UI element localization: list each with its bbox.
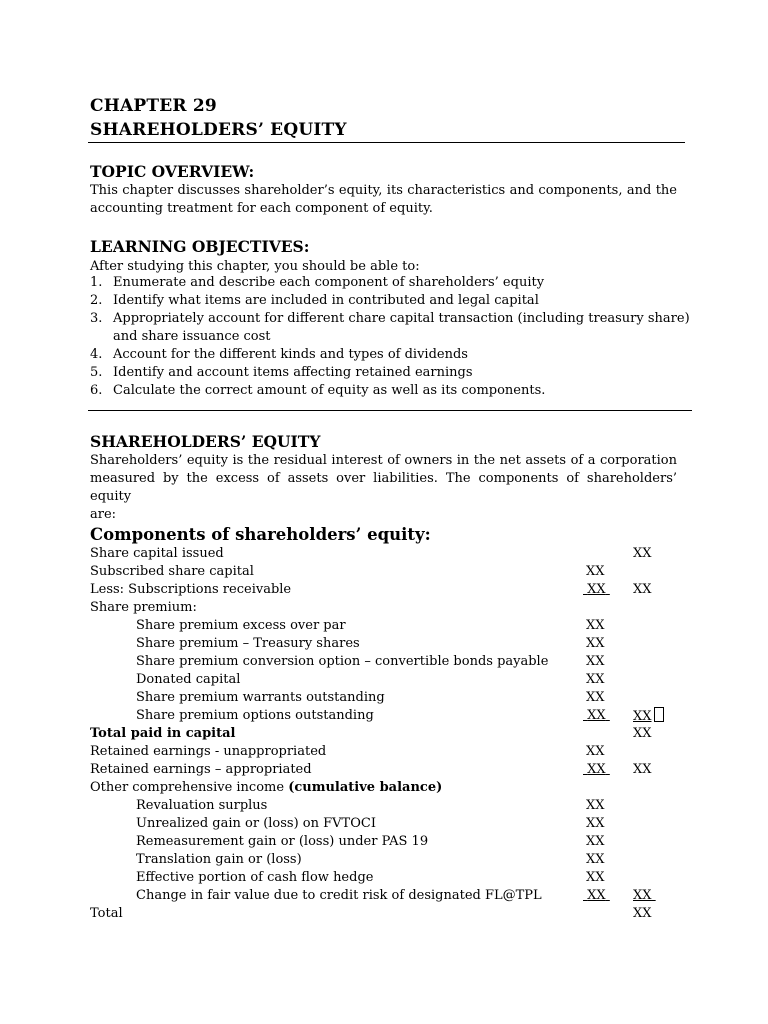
placeholder-box-icon	[654, 707, 664, 722]
section-divider	[88, 410, 692, 411]
row-label: Share capital issued	[90, 546, 224, 561]
row-label: Share premium:	[90, 600, 197, 615]
row-total-value: XX	[633, 726, 652, 741]
row-total-value: XX	[633, 762, 652, 777]
list-item-number: 3.	[90, 311, 103, 326]
row-label: Unrealized gain or (loss) on FVTOCI	[136, 816, 376, 831]
table-row	[0, 671, 768, 689]
row-detail-value: XX	[587, 762, 606, 777]
row-label: Change in fair value due to credit risk of designated FL@TPL	[136, 888, 542, 903]
topic-overview-line: This chapter discusses shareholder’s equity, its characteristics and components, and the	[90, 183, 677, 198]
table-row	[0, 743, 768, 761]
list-item	[90, 274, 690, 292]
table-row	[0, 563, 768, 581]
row-label: Donated capital	[136, 672, 241, 687]
row-label: Share premium excess over par	[136, 618, 346, 633]
table-row	[0, 599, 768, 617]
row-label: Total	[90, 906, 123, 921]
row-detail-value: XX	[587, 582, 606, 597]
table-row	[0, 815, 768, 833]
list-item-text: Calculate the correct amount of equity as well as its components.	[113, 383, 546, 398]
row-detail-value: XX	[586, 798, 605, 813]
table-row	[0, 635, 768, 653]
topic-overview-text	[90, 182, 677, 218]
shareholders-equity-line: measured by the excess of assets over liabilities. The components of shareholders’ equity	[90, 471, 677, 504]
table-row	[0, 653, 768, 671]
row-label: Share premium conversion option – convertible bonds payable	[136, 654, 549, 669]
row-label: Retained earnings – appropriated	[90, 762, 312, 777]
row-detail-value: XX	[586, 816, 605, 831]
row-label: Subscribed share capital	[90, 564, 254, 579]
list-item	[90, 310, 690, 346]
list-item-number: 6.	[90, 383, 103, 398]
row-label: Less: Subscriptions receivable	[90, 582, 292, 597]
list-item-text: Appropriately account for different chare capital transaction (including treasury share)	[113, 311, 690, 326]
table-row	[0, 725, 768, 743]
list-item-text: Account for the different kinds and types of dividends	[113, 347, 468, 362]
list-item-text: Identify what items are included in contributed and legal capital	[113, 293, 539, 308]
row-total-value: XX	[633, 888, 652, 903]
row-label-emphasis: (cumulative balance)	[288, 780, 443, 795]
list-item	[90, 292, 690, 310]
row-label: Effective portion of cash flow hedge	[136, 870, 374, 885]
list-item-text-continued: and share issuance cost	[113, 329, 271, 344]
row-detail-value: XX	[586, 690, 605, 705]
list-item	[90, 364, 690, 382]
list-item	[90, 346, 690, 364]
row-total-value: XX	[633, 582, 652, 597]
learning-objectives-intro: After studying this chapter, you should be able to:	[90, 259, 420, 274]
topic-overview-heading: TOPIC OVERVIEW:	[90, 162, 255, 181]
row-label: Revaluation surplus	[136, 798, 268, 813]
table-row	[0, 581, 768, 599]
row-label: Retained earnings - unappropriated	[90, 744, 327, 759]
shareholders-equity-line: are:	[90, 507, 117, 522]
row-label: Share premium warrants outstanding	[136, 690, 385, 705]
row-label: Share premium options outstanding	[136, 708, 374, 723]
table-row	[0, 905, 768, 923]
row-detail-value: XX	[587, 708, 606, 723]
row-detail-value: XX	[586, 618, 605, 633]
row-label: Other comprehensive income	[90, 780, 285, 795]
table-row	[0, 707, 768, 725]
list-item-number: 1.	[90, 275, 103, 290]
row-detail-value: XX	[586, 654, 605, 669]
row-detail-value: XX	[586, 744, 605, 759]
row-detail-value: XX	[587, 888, 606, 903]
table-row	[0, 761, 768, 779]
table-row	[0, 689, 768, 707]
components-heading: Components of shareholders’ equity:	[90, 525, 431, 544]
list-item-text: Enumerate and describe each component of shareholders’ equity	[113, 275, 545, 290]
row-total-value: XX	[633, 546, 652, 561]
row-detail-value: XX	[586, 852, 605, 867]
title-divider	[88, 142, 685, 143]
table-row	[0, 833, 768, 851]
row-label: Remeasurement gain or (loss) under PAS 19	[136, 834, 429, 849]
topic-overview-line: accounting treatment for each component of equity.	[90, 201, 433, 216]
row-detail-value: XX	[586, 564, 605, 579]
row-detail-value: XX	[586, 636, 605, 651]
list-item	[90, 382, 690, 400]
list-item-number: 5.	[90, 365, 103, 380]
table-row	[0, 851, 768, 869]
chapter-number: CHAPTER 29	[90, 96, 217, 116]
table-row	[0, 545, 768, 563]
shareholders-equity-line: Shareholders’ equity is the residual interest of owners in the net assets of a corporation	[90, 453, 677, 468]
table-row	[0, 779, 768, 797]
table-row	[0, 617, 768, 635]
list-item-number: 4.	[90, 347, 103, 362]
row-label: Share premium – Treasury shares	[136, 636, 360, 651]
row-detail-value: XX	[586, 834, 605, 849]
row-label: Total paid in capital	[90, 726, 236, 741]
chapter-title: SHAREHOLDERS’ EQUITY	[90, 120, 347, 140]
row-total-value: XX	[633, 709, 652, 724]
row-total-value: XX	[633, 906, 652, 921]
table-row	[0, 887, 768, 905]
table-row	[0, 797, 768, 815]
row-detail-value: XX	[586, 672, 605, 687]
list-item-text: Identify and account items affecting retained earnings	[113, 365, 473, 380]
row-label: Translation gain or (loss)	[136, 852, 302, 867]
list-item-number: 2.	[90, 293, 103, 308]
learning-objectives-list	[90, 274, 690, 400]
learning-objectives-heading: LEARNING OBJECTIVES:	[90, 237, 310, 256]
row-detail-value: XX	[586, 870, 605, 885]
table-row	[0, 869, 768, 887]
shareholders-equity-text	[90, 452, 677, 524]
shareholders-equity-heading: SHAREHOLDERS’ EQUITY	[90, 432, 321, 451]
